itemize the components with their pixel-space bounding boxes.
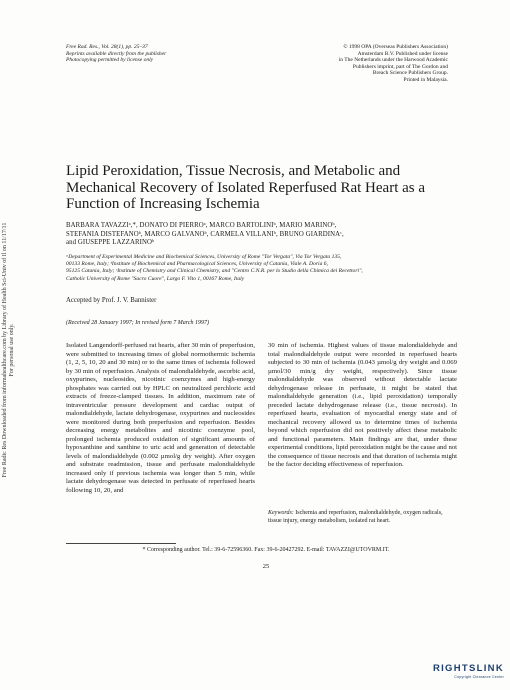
affiliation-line-4: Catholic University of Rome "Sacro Cuore", Largo F. Vito 1, 00167 Rome, Italy <box>66 275 245 282</box>
affiliation-line-1: ᵃDepartment of Experimental Medicine and Biochemical Sciences, University of Rome "Tor Vergata", Via Tor Vergata 135, <box>66 254 342 260</box>
keywords-label: Keywords: <box>268 510 294 516</box>
sidebar-download-note: Free Radic Res Downloaded from informahealthcare.com by Library of Health Sci-Univ of Il on 11/17/11 <box>2 222 8 478</box>
page-number: 25 <box>262 563 270 570</box>
authors-line-1: BARBARA TAVAZZIᵃ,*, DONATO DI PIERROᵃ, MARCO BARTOLINIᵇ, MARIO MARINOᵇ, <box>66 222 337 229</box>
affiliations <box>66 254 466 283</box>
article-title: Lipid Peroxidation, Tissue Necrosis, and Metabolic and Mechanical Recovery of Isolated Reperfused Rat Heart as a Function of Increasing Ischemia <box>66 163 426 212</box>
author-list <box>66 222 466 248</box>
publisher-line-4: Publishers imprint, part of The Gordon and <box>352 63 448 70</box>
received-dates: (Received 28 January 1997; In revised form 7 March 1997) <box>66 320 210 326</box>
rightslink-logo <box>418 663 504 685</box>
publisher-line-3: in The Netherlands under the Harwood Academic <box>338 57 448 64</box>
journal-info <box>66 44 236 64</box>
abstract-right-column: 30 min of ischemia. Highest values of tissue malondialdehyde and total malondialdehyde output were recorded in reperfused hearts subjected to 30 min of ischemia (0.043 µmol/g dry weight and 0.069 µmol/30 min/g dry weight, respectively). Since tissue malondialdehyde was observed without detectable lactate dehydrogenase release in perfusate, it might be stated that malondialdehyde generation (i.e., lipid peroxidation) temporally preceded lactate dehydrogenase release (i.e., tissue necrosis). In reperfused hearts, evaluation of myocardial energy state and of mechanical recovery allowed us to determine times of ischemia beyond which reperfusion did not positively affect these metabolic and functional parameters. Main findings are that, under these experimental conditions, lipid peroxidation might be the cause and not the consequence of tissue necrosis and that duration of ischemia might be the factor deciding effectiveness of reperfusion. <box>268 342 457 469</box>
authors-line-3: and GIUSEPPE LAZZARINOᵇ <box>66 239 155 247</box>
authors-line-2: STEFANIA DISTEFANOᵇ, MARCO GALVANOᵇ, CARMELA VILLANIᵇ, BRUNO GIARDINAᶜ, <box>66 230 344 238</box>
photocopy-note: Photocopying permitted by license only <box>66 57 154 64</box>
abstract-left-column: Isolated Langendorff-perfused rat hearts, after 30 min of preperfusion, were submitted to increasing times of global normothermic ischemia (1, 2, 5, 10, 20 and 30 min) or to the same times of ischemia followed by 30 min of reperfusion. Analysis of malondialdehyde, ascorbic acid, oxypurines, nucleosides, nicotinic coenzymes and high-energy phosphates was carried out by HPLC on neutralized perchloric acid extracts of freeze-clamped tissues. In addition, maximum rate of intraventricular pressure development and cardiac output of malondialdehyde, lactate dehydrogenase, oxypurines and nucleosides were monitored during both preperfusion and reperfusion. Besides decreasing energy metabolites and nicotinic coenzyme pool, prolonged ischemia produced oxidation of significant amounts of hypoxanthine and xanthine to uric acid and generation of detectable levels of malondialdehyde (0.002 µmol/g dry weight). After oxygen and substrate readmission, tissue and perfusate malondialdehyde increased only if previous ischemia was longer than 5 min, while lactate dehydrogenase was detected in perfusate of reperfused hearts following 10, 20, and <box>66 342 255 494</box>
copyright-line: © 1998 OPA (Overseas Publishers Association) <box>343 44 448 50</box>
affiliation-line-3: 95125 Catania, Italy; ᶜInstitute of Chemistry and Clinical Chemistry, and "Centro C.N.R. per lo Studio della Chimica dei Recettori", <box>66 268 363 275</box>
keywords-list: Ischemia and reperfusion, malondialdehyde, oxygen radicals, tissue injury, energy metabolism, isolated rat heart. <box>268 510 443 524</box>
reprints-note: Reprints available directly from the publisher <box>66 50 167 57</box>
publisher-info <box>258 44 448 84</box>
journal-citation: Free Rad. Res., Vol. 28(1), pp. 25–37 <box>66 44 148 50</box>
keywords <box>268 510 457 525</box>
footnote-rule <box>66 543 176 544</box>
download-sidebar <box>2 180 30 520</box>
sidebar-personal-use: For personal use only. <box>9 323 15 377</box>
printed-in: Printed in Malaysia. <box>403 76 448 83</box>
affiliation-line-2: 00133 Rome, Italy; ᵇInstitute of Biochemical and Pharmacological Sciences, University of Catania, Viale A. Doria 6, <box>66 261 328 268</box>
rightslink-logo-text: RIGHTSLINK <box>432 663 504 674</box>
publisher-line-5: Breach Science Publishers Group. <box>372 70 448 77</box>
publisher-line-2: Amsterdam B.V. Published under license <box>357 50 448 57</box>
rightslink-logo-subtext: Copyright Clearance Center <box>454 675 504 679</box>
corresponding-author-footnote: * Corresponding author. Tel.: 39-6-72596360. Fax: 39-6-20427292. E-mail: TAVAZZI@UTOVRM.IT. <box>142 547 390 553</box>
accepted-by: Accepted by Prof. J. V. Bannister <box>66 297 157 304</box>
